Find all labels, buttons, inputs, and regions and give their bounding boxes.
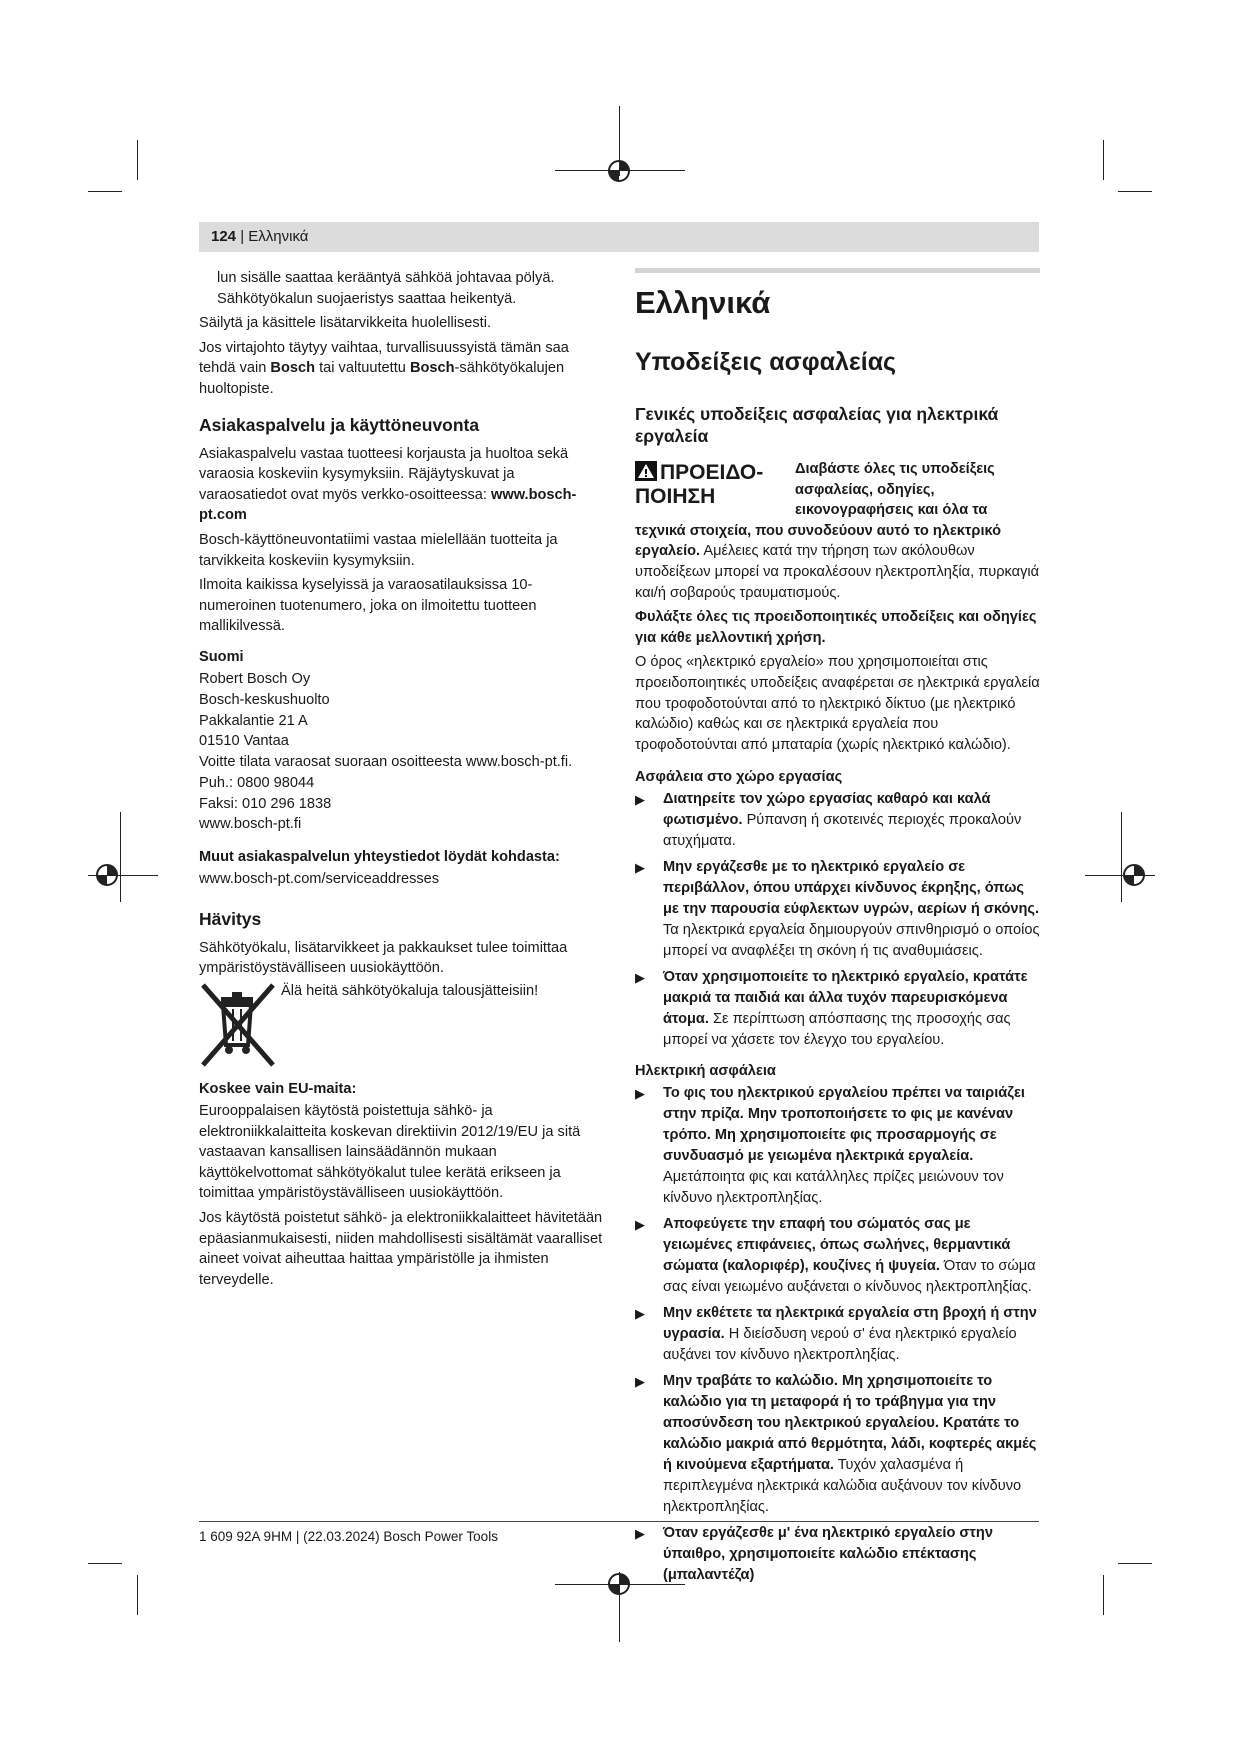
address-line: Faksi: 010 296 1838 bbox=[199, 795, 332, 812]
warning-triangle-icon bbox=[635, 461, 657, 481]
crop-mark bbox=[1103, 140, 1104, 180]
header-language: Ελληνικά bbox=[248, 228, 309, 245]
address-line: Voitte tilata varaosat suoraan osoitteesta www.bosch-pt.fi. bbox=[199, 754, 573, 771]
crossed-bin-icon bbox=[199, 979, 277, 1071]
list-item: ▶ Όταν εργάζεσθε μ' ένα ηλεκτρικό εργαλείο στην ύπαιθρο, χρησιμοποιείτε καλώδιο επέκτασης (μπαλαντέζα) bbox=[635, 1523, 1040, 1586]
paragraph: Ilmoita kaikissa kyselyissä ja varaosatilauksissa 10-numeroinen tuotenumero, joka on ilmoitettu tuotteen mallikilvessä. bbox=[199, 577, 537, 635]
list-item: ▶ Μην εκθέτετε τα ηλεκτρικά εργαλεία στη βροχή ή στην υγρασία. Η διείσδυση νερού σ' ένα ηλεκτρικό εργαλείο αυξάνει τον κίνδυνο ηλεκτροπληξίας. bbox=[635, 1303, 1040, 1366]
country-heading: Suomi bbox=[199, 648, 244, 665]
crop-mark bbox=[1118, 191, 1152, 192]
crop-mark bbox=[88, 191, 122, 192]
website-link: www.bosch-pt.com bbox=[199, 486, 577, 524]
warning-label: ΠΡΟΕΙΔΟ- ΠΟΙΗΣΗ bbox=[635, 461, 764, 508]
crop-mark bbox=[88, 1563, 122, 1564]
right-column bbox=[635, 268, 1040, 1591]
crop-mark bbox=[137, 1575, 138, 1615]
paragraph: lun sisälle saattaa kerääntyä sähköä johtavaa pölyä. Sähkötyökalun suojaeristys saattaa heikentyä. bbox=[217, 270, 555, 307]
footer-rule bbox=[199, 1521, 1039, 1522]
paragraph: Eurooppalaisen käytöstä poistettuja sähkö- ja elektroniikkalaitteita koskevan direktiivin 2012/19/EU ja sitä vastaavan kansallisen lainsäädännön mukaan käyttökelvottomat sähkötyökalut tulee kerätä erikseen ja toimittaa ympäristöystävälliseen uusiokäyttöön. bbox=[199, 1103, 581, 1202]
paragraph: Asiakaspalvelu vastaa tuotteesi korjausta ja huoltoa sekä varaosia koskeviin kysymyksiin. Räjäytyskuvat ja varaosatiedot ovat myös verkko-osoitteessa: www.bosch-pt.com bbox=[199, 445, 577, 524]
other-contacts-heading: Muut asiakaspalvelun yhteystiedot löydät kohdasta: bbox=[199, 849, 560, 866]
registration-line bbox=[120, 812, 121, 902]
page-footer: 1 609 92A 9HM | (22.03.2024) Bosch Power Tools bbox=[199, 1529, 498, 1544]
list-item: ▶ Αποφεύγετε την επαφή του σώματός σας με γειωμένες επιφάνειες, όπως σωλήνες, θερμαντικά σώματα (καλοριφέρ), κουζίνες ή ψυγεία. Όταν το σώμα σας είναι γειωμένο αυξάνεται ο κίνδυνος ηλεκτροπληξίας. bbox=[635, 1214, 1040, 1298]
registration-line bbox=[1121, 812, 1122, 902]
section-heading-service: Asiakaspalvelu ja käyttöneuvonta bbox=[199, 414, 480, 435]
paragraph: Jos virtajohto täytyy vaihtaa, turvallisuussyistä tämän saa tehdä vain Bosch tai valtuutettu Bosch-sähkötyökalujen huoltopiste. bbox=[199, 339, 569, 397]
page-number: 124 bbox=[211, 228, 237, 245]
address-line: www.bosch-pt.fi bbox=[199, 816, 302, 833]
address-line: Bosch-keskushuolto bbox=[199, 691, 330, 708]
paragraph: Sähkötyökalu, lisätarvikkeet ja pakkaukset tulee toimittaa ympäristöystävälliseen uusiokäyttöön. bbox=[199, 939, 568, 977]
page-header bbox=[199, 222, 1039, 252]
warning-block bbox=[635, 459, 1040, 603]
paragraph: Bosch-käyttöneuvontatiimi vastaa mielellään tuotteita ja tarvikkeita koskeviin kysymyksiin. bbox=[199, 531, 558, 569]
registration-target-icon bbox=[94, 862, 120, 888]
list-item: ▶ Μην εργάζεσθε με το ηλεκτρικό εργαλείο σε περιβάλλον, όπου υπάρχει κίνδυνος έκρηξης, όπως με την παρουσία εύφλεκτων υγρών, αερίων ή σκόνης. Τα ηλεκτρικά εργαλεία δημιουργούν σπινθηρισμό ο οποίος μπορεί να αναφλέξει τη σκόνη ή τις αναθυμιάσεις. bbox=[635, 857, 1040, 962]
list-item: ▶ Το φις του ηλεκτρικού εργαλείου πρέπει να ταιριάζει στην πρίζα. Μην τροποποιήσετε το φις με κανέναν τρόπο. Μη χρησιμοποιείτε φις προσαρμογής σε συνδυασμό με γειωμένα ηλεκτρικά εργαλεία. Αμετάποιητα φις και κατάλληλες πρίζες μειώνουν τον κίνδυνο ηλεκτροπληξίας. bbox=[635, 1083, 1040, 1209]
address-line: Robert Bosch Oy bbox=[199, 670, 311, 687]
crop-mark bbox=[137, 140, 138, 180]
keep-instructions: Φυλάξτε όλες τις προειδοποιητικές υποδείξεις και οδηγίες για κάθε μελλοντική χρήση. bbox=[635, 609, 1037, 646]
address-line: 01510 Vantaa bbox=[199, 733, 289, 750]
left-column bbox=[199, 268, 604, 1294]
address-line: Pakkalantie 21 A bbox=[199, 712, 308, 729]
warning-text: Διαβάστε όλες τις υποδείξεις ασφαλείας, οδηγίες, εικονογραφήσεις και όλα τα τεχνικά στοιχεία, που συνοδεύουν αυτό το ηλεκτρικό εργαλείο. Αμέλειες κατά την τήρηση των ακόλουθων υποδείξεων μπορεί να προκαλέσουν ηλεκτροπληξία, πυρκαγιά και/ή σοβαρούς τραυματισμούς. bbox=[635, 461, 1040, 601]
paragraph: Jos käytöstä poistetut sähkö- ja elektroniikkalaitteet hävitetään epäasianmukaisesti, niiden mahdollisesti sisältämät vaaralliset aineet voivat aiheuttaa haittaa ympäristölle ja ihmisten terveydelle. bbox=[199, 1210, 603, 1288]
list-item: ▶ Όταν χρησιμοποιείτε το ηλεκτρικό εργαλείο, κρατάτε μακριά τα παιδιά και άλλα τυχόν παρευρισκόμενα άτομα. Σε περίπτωση απόσπασης της προσοχής σας μπορεί να χάσετε τον έλεγχο του εργαλείου. bbox=[635, 967, 1040, 1051]
weee-block bbox=[199, 979, 604, 1071]
address-line: Puh.: 0800 98044 bbox=[199, 774, 315, 791]
safety-title: Υποδείξεις ασφαλείας bbox=[635, 348, 897, 376]
eu-heading: Koskee vain EU-maita: bbox=[199, 1081, 357, 1098]
paragraph: Säilytä ja käsittele lisätarvikkeita huolellisesti. bbox=[199, 315, 492, 332]
section-heading-disposal: Hävitys bbox=[199, 908, 262, 929]
paragraph: Ο όρος «ηλεκτρικό εργαλείο» που χρησιμοποιείται στις προειδοποιητικές υποδείξεις αναφέρεται σε ηλεκτρικά εργαλεία που τροφοδοτούνται από το ηλεκτρικό δίκτυο (με ηλεκτρικό καλώδιο) καθώς και σε ηλεκτρικά εργαλεία που τροφοδοτούνται από μπαταρία (χωρίς ηλεκτρικό καλώδιο). bbox=[635, 654, 1040, 753]
other-contacts-url: www.bosch-pt.com/serviceaddresses bbox=[199, 871, 440, 888]
language-title: Ελληνικά bbox=[635, 285, 771, 320]
list-item: ▶ Διατηρείτε τον χώρο εργασίας καθαρό και καλά φωτισμένο. Ρύπανση ή σκοτεινές περιοχές προκαλούν ατυχήματα. bbox=[635, 789, 1040, 852]
list-item: ▶ Μην τραβάτε το καλώδιο. Μη χρησιμοποιείτε το καλώδιο για τη μεταφορά ή το τράβηγμα για την αποσύνδεση του ηλεκτρικού εργαλείου. Κρατάτε το καλώδιο μακριά από θερμότητα, λάδι, κοφτερές ακμές ή κινούμενα εξαρτήματα. Τυχόν χαλασμένα ή περιπλεγμένα ηλεκτρικά καλώδια αυξάνουν τον κίνδυνο ηλεκτροπληξίας. bbox=[635, 1371, 1040, 1518]
general-safety-heading: Γενικές υποδείξεις ασφαλείας για ηλεκτρικά εργαλεία bbox=[635, 404, 999, 446]
registration-target-icon bbox=[606, 158, 632, 184]
registration-target-icon bbox=[1121, 862, 1147, 888]
header-separator: | bbox=[236, 228, 249, 245]
address-block bbox=[199, 669, 604, 835]
section-rule bbox=[635, 268, 1040, 273]
crop-mark bbox=[1118, 1563, 1152, 1564]
crop-mark bbox=[1103, 1575, 1104, 1615]
registration-target-icon bbox=[606, 1571, 632, 1597]
paragraph: Älä heitä sähkötyökaluja talousjätteisiin! bbox=[281, 983, 539, 1000]
electrical-heading: Ηλεκτρική ασφάλεια bbox=[635, 1063, 776, 1080]
work-area-heading: Ασφάλεια στο χώρο εργασίας bbox=[635, 769, 843, 786]
